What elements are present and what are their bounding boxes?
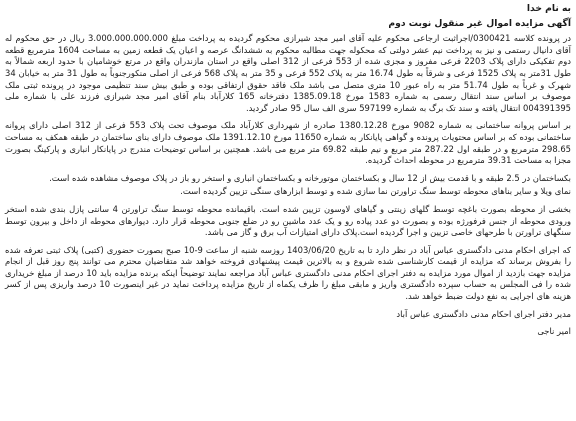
paragraph-auction-terms: که اجرای احکام مدنی دادگستری عباس آباد در نظر دارد تا به تاریخ 1403/06/20 روزسه شنبه از ساعت 9-10 صبح بصورت حضوری (کتبی) پلاک ثبتی تعرفه شده را بفروش برساند که مزایده از قیمت کارشناسی شده شروع و به بالاترین قیمت پیشنهادی فروخته خواهد شد متقاضیان محترم می توانند پنج روز قبل از انجام مزایده جهت بازدید از اموال مورد مزایده به دفتر اجرای احکام مدنی دادگستری عباس آباد مراجعه نمایند توضیحاً اینکه برنده مزایده باید 10 درصد از مبلغ خریداری شده را فی المجلس به حساب سپرده دادگستری واریز و مابقی مبلغ را ظرف یکماه از تاریخ مزایده پرداخت نماید در غیر اینصورت 10 درصد واریزی پس از کسر هزینه های اجرایی به نفع دولت ضبط خواهد شد.	[5, 244, 571, 302]
signature-name: امیر ناجی	[537, 326, 571, 337]
signature-title: مدیر دفتر اجرای احکام مدنی دادگستری عباس آباد	[396, 308, 571, 319]
paragraph-building-permit: بر اساس پروانه ساختمانی به شماره 9082 مورخ 1380.12.28 صادره از شهرداری کلارآباد ملک موصوف تحت پلاک 553 فرعی از 312 اصلی دارای پروانه ساختمانی بوده که بر اساس محتویات پرونده و گواهی پایانکار به شماره 11650 مورخ 1391.12.10 ملک موصوف دارای بنای ساختمان در طبقه همکف به مساحت 298.65 مترمربع و در طبقه اول 287.22 متر مربع و نیم طبقه 69.82 متر مربع می باشد. همچنین بر اساس توضیحات مندرج در پایانکار انباری و پارکینگ بصورت مجزا به مساحت 39.31 مترمربع در محوطه احداث گردیده.	[5, 120, 572, 166]
paragraph-buildings: بکساختمان در 2.5 طبقه و با قدمت بیش از 12 سال و بکساختمان موتورخانه و بکساختمان انباری و استخر رو باز در پلاک موصوف مشاهده شده است.	[49, 172, 571, 183]
signature-block	[5, 309, 571, 338]
document-title: به نام خدا	[526, 3, 571, 14]
paragraph-case-details: در پرونده کلاسه 0300421/اجراثبت ارجاعی محکوم علیه آقای امیر مجد شیرازی محکوم گردیده به پرداخت مبلغ 3.000.000.000.000 ریال در حق محکوم له آقای دانیال رستمی و نیز به پرداخت نیم عشر دولتی که محکوله جهت مطالبه محکوم به ششدانگ عرصه و اعیان یک قطعه زمین به مساحت 1604 مترمربع قطعه دوم تفکیکی دارای پلاک 2203 فرعی مفروز و مجزی شده از 553 فرعی از 312 اصلی واقع در استان مازندران واقع در مرتع خوشامیان با حدود اربعه شمالاً به طول 31متر به پلاک 1525 فرعی و شرقاً به طول 16.74 متر به پلاک 552 فرعی و 35 متر به پلاک 568 فرعی از اصلی منکورجنوباً به طول 31 متر به خیابان 34 شهرک و غرباً به طول 51.74 متر به راه عبور 10 متری متصل می باشد ملک فاقد حقوق ارتفاقی بوده و طبق بیش سند تنظیمی موجود در پرونده ثبتی ملک موصوف بر اساس سند انتقال رسمی به شماره 1583 مورخ 1385.09.18 دفترخانه 165 کلارآباد بنام آقای امیر مجد شیرازی فرزند علی با شماره ملی 004391395 انتقال یافته و سند تک برگ به شماره 597199 سری الف سال 95 صادر گردید.	[5, 33, 571, 113]
paragraph-facade: نمای ویلا و سایر بناهای محوطه توسط سنگ تراورتن نما سازی شده و توسط ابزارهای سنگی تزیین گردیده است.	[180, 186, 571, 197]
document-subtitle: آگهی مزایده اموال غیر منقول نوبت دوم	[388, 17, 571, 29]
paragraph-yard: بخشی از محوطه بصورت باغچه توسط گلهای زینتی و گیاهای لاوسون تزیین شده است. باقیمانده محوطه توسط سنگ تراورتن 4 سانتی پازل بندی شده استخر ورودی محوطه از جنس فرفورژه بوده و بصورت دو عدد پیاده رو و یک عدد ماشین رو در ضلع جنوبی محوطه قرار دارد. دیوارهای محوطه از داخل و بیرون توسط سنگهای تراورتن با طرحهای خاصی تزیین و اجرا گردیده است.پلاک دارای امتیازات آب برق و گاز می باشد.	[5, 203, 571, 238]
